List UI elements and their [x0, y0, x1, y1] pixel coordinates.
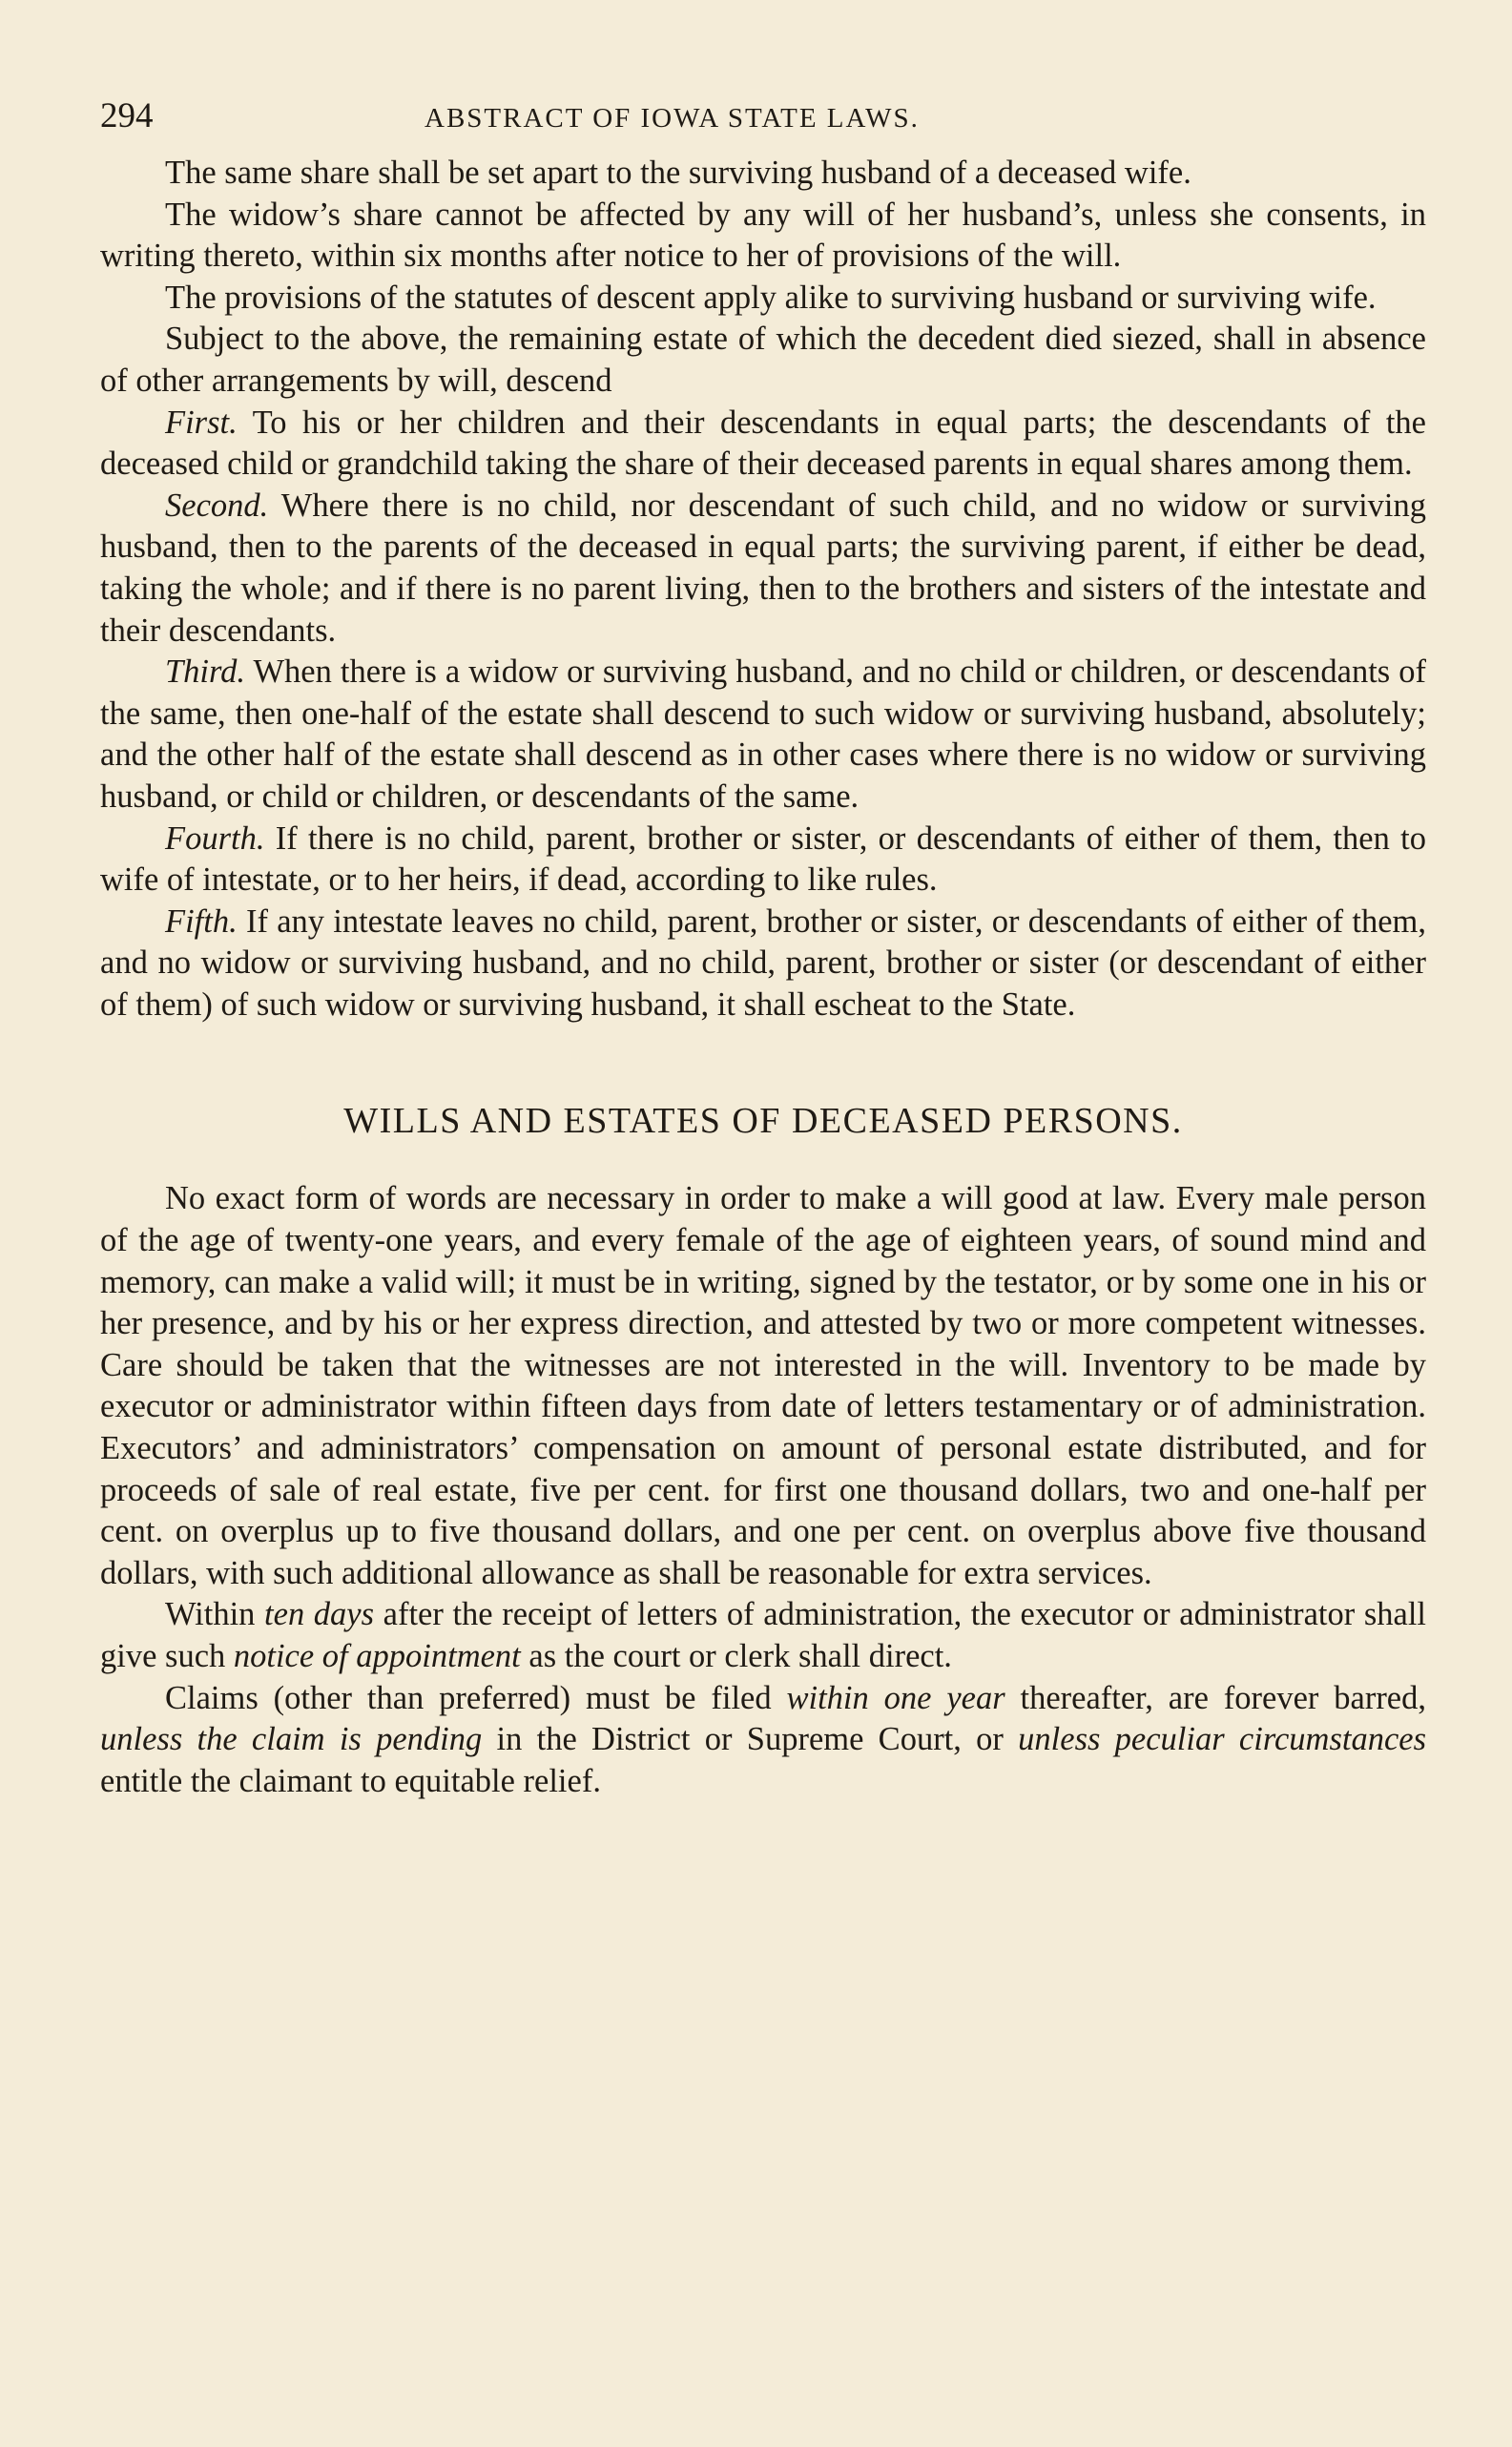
paragraph: Subject to the above, the remaining estate of which the decedent died siezed, shall in absence of other arrangements by will, descend — [100, 321, 1426, 399]
italic-run: within one year — [786, 1679, 1005, 1716]
text-run: entitle the claimant to equitable relief. — [100, 1762, 601, 1799]
paragraph-text: If there is no child, parent, brother or sister, or descendants of either of them, then to wife of intestate, or to her heirs, if dead, according to like rules. — [100, 819, 1426, 899]
paragraph-first — [100, 403, 1426, 486]
running-title: ABSTRACT OF IOWA STATE LAWS. — [425, 103, 920, 134]
paragraph-text: Where there is no child, nor descendant of such child, and no widow or surviving husband, then to the parents of the deceased in equal parts; the surviving parent, if either be dead, taking the whole; and if there is no parent living, then to the brothers and sisters of the intestate and their descendants. — [100, 487, 1426, 649]
text-run: Within — [165, 1596, 256, 1633]
text-run: as the court or clerk shall direct. — [528, 1638, 952, 1674]
paragraph — [100, 1678, 1426, 1803]
paragraph-text: When there is a widow or surviving husband, and no child or children, or descendants of the same, then one-half of the estate shall descend to such widow or surviving husband, absolutely; and the other half of the estate shall descend as in other cases where there is no widow or surviving husband, or child or children, or descendants of the same. — [100, 653, 1426, 815]
text-run: after the receipt of letters of administration, the executor or administrator shall give such — [100, 1596, 1426, 1674]
paragraph-third — [100, 652, 1426, 818]
ordinal-label: Second. — [165, 487, 269, 524]
running-head — [100, 95, 1426, 153]
page-number: 294 — [100, 96, 154, 135]
italic-run: notice of appointment — [233, 1638, 521, 1674]
paragraph — [100, 1594, 1426, 1677]
italic-run: unless the claim is pending — [100, 1721, 483, 1758]
ordinal-label: Fourth. — [165, 819, 265, 857]
text-run: thereafter, are forever barred, — [1020, 1679, 1426, 1716]
paragraph: The provisions of the statutes of descent apply alike to surviving husband or surviving wife. — [165, 279, 1377, 316]
paragraph-text: To his or her children and their descendants in equal parts; the descendants of the deceased child or grandchild taking the share of their deceased parents in equal shares among them. — [100, 404, 1426, 483]
paragraph: The same share shall be set apart to the surviving husband of a deceased wife. — [165, 155, 1191, 191]
italic-run: unless peculiar circumstances — [1018, 1721, 1427, 1758]
paragraph: No exact form of words are necessary in order to make a will good at law. Every male person of the age of twenty-one years, and every female of the age of eighteen years, of sound mind and memory, can make a valid will; it must be in writing, signed by the testator, or by some one in his or her presence, and by his or her express direction, and attested by two or more competent witnesses. Care should be taken that the witnesses are not interested in the will. Inventory to be made by executor or administrator within fifteen days from date of letters testamentary or of administration. Executors’ and administrators’ compensation on amount of personal estate distributed, and for proceeds of sale of real estate, five per cent. for first one thousand dollars, two and one-half per cent. on overplus up to five thousand dollars, and one per cent. on overplus above five thousand dollars, with such additional allowance as shall be reasonable for extra services. — [100, 1180, 1426, 1591]
wills-section — [100, 1178, 1426, 1802]
paragraph-second — [100, 486, 1426, 652]
text-run: Claims (other than preferred) must be filed — [165, 1679, 772, 1716]
section-heading: WILLS AND ESTATES OF DECEASED PERSONS. — [343, 1101, 1183, 1142]
paragraph-fourth — [100, 819, 1426, 902]
ordinal-label: First. — [165, 404, 238, 441]
paragraph-fifth — [100, 902, 1426, 1026]
italic-run: ten days — [264, 1596, 375, 1633]
ordinal-label: Third. — [165, 653, 246, 691]
descent-section — [100, 153, 1426, 1026]
paragraph-text: If any intestate leaves no child, parent, brother or sister, or descendants of either of them, and no widow or surviving husband, and no child, parent, brother or sister (or descendant of either of them) of such widow or surviving husband, it shall escheat to the State. — [100, 902, 1427, 1023]
text-run: in the District or Supreme Court, or — [496, 1721, 1004, 1758]
ordinal-label: Fifth. — [165, 902, 238, 940]
paragraph: The widow’s share cannot be affected by any will of her husband’s, unless she consents, in writing thereto, within six months after notice to her of provisions of the will. — [100, 196, 1426, 275]
